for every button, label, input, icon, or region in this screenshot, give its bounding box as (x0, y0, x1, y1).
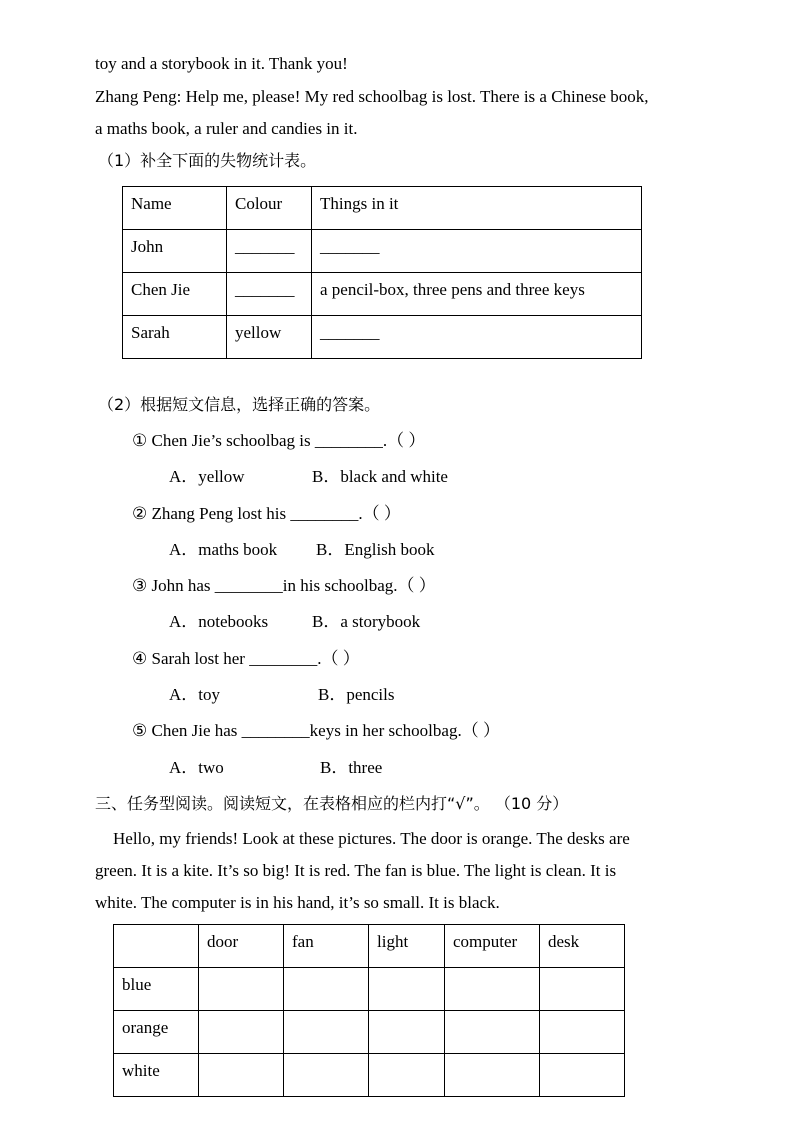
option-1b[interactable]: B．black and white (312, 467, 448, 486)
header-name: Name (123, 187, 227, 230)
part2-heading: （2）根据短文信息，选择正确的答案。 (98, 395, 381, 414)
check-cell[interactable] (284, 1011, 369, 1054)
intro-line-3: a maths book, a ruler and candies in it. (95, 119, 358, 138)
check-cell[interactable] (199, 1054, 284, 1097)
question-3: ③ John has ________in his schoolbag.（ ） (132, 576, 436, 595)
cell-name: Sarah (123, 316, 227, 359)
cell-colour: yellow (227, 316, 312, 359)
question-5: ⑤ Chen Jie has ________keys in her schoolbag.（ ） (132, 721, 500, 740)
cell-colour[interactable]: _______ (227, 273, 312, 316)
header-desk: desk (540, 925, 625, 968)
check-cell[interactable] (540, 1011, 625, 1054)
check-cell[interactable] (540, 968, 625, 1011)
option-4a[interactable]: A．toy (169, 685, 220, 704)
check-cell[interactable] (540, 1054, 625, 1097)
row-label-white: white (114, 1054, 199, 1097)
table-row (123, 230, 642, 273)
cell-name: Chen Jie (123, 273, 227, 316)
option-5b[interactable]: B．three (320, 758, 383, 777)
question-2: ② Zhang Peng lost his ________.（ ） (132, 504, 401, 523)
part1-heading: （1）补全下面的失物统计表。 (98, 151, 317, 170)
passage-line-2: green. It is a kite. It’s so big! It is red. The fan is blue. The light is clean. It is (95, 861, 617, 880)
section3-heading: 三、任务型阅读。阅读短文，在表格相应的栏内打“√”。 （10 分） (95, 794, 569, 813)
check-cell[interactable] (445, 1054, 540, 1097)
header-computer: computer (445, 925, 540, 968)
check-cell[interactable] (199, 968, 284, 1011)
header-empty (114, 925, 199, 968)
check-cell[interactable] (369, 968, 445, 1011)
intro-line-1: toy and a storybook in it. Thank you! (95, 54, 348, 73)
check-cell[interactable] (445, 968, 540, 1011)
option-2b[interactable]: B．English book (316, 540, 435, 559)
option-2a[interactable]: A．maths book (169, 540, 278, 559)
passage-line-3: white. The computer is in his hand, it’s so small. It is black. (95, 893, 500, 912)
cell-things[interactable]: _______ (312, 316, 642, 359)
check-cell[interactable] (369, 1054, 445, 1097)
question-1: ① Chen Jie’s schoolbag is ________.（ ） (132, 431, 426, 450)
table-row (123, 316, 642, 359)
header-things: Things in it (312, 187, 642, 230)
row-label-blue: blue (114, 968, 199, 1011)
cell-name: John (123, 230, 227, 273)
check-cell[interactable] (284, 1054, 369, 1097)
option-5a[interactable]: A．two (169, 758, 224, 777)
table-row (114, 1054, 625, 1097)
table-row (114, 968, 625, 1011)
passage-line-1: Hello, my friends! Look at these pictures. The door is orange. The desks are (113, 829, 630, 848)
check-cell[interactable] (199, 1011, 284, 1054)
header-light: light (369, 925, 445, 968)
option-1a[interactable]: A．yellow (169, 467, 245, 486)
lost-items-table (122, 186, 642, 359)
question-4: ④ Sarah lost her ________.（ ） (132, 649, 360, 668)
cell-things: a pencil-box, three pens and three keys (312, 273, 642, 316)
colour-check-table (113, 924, 625, 1097)
header-fan: fan (284, 925, 369, 968)
table-row (114, 1011, 625, 1054)
cell-things[interactable]: _______ (312, 230, 642, 273)
intro-line-2: Zhang Peng: Help me, please! My red schoolbag is lost. There is a Chinese book, (95, 87, 649, 106)
option-3a[interactable]: A．notebooks (169, 612, 269, 631)
check-cell[interactable] (284, 968, 369, 1011)
header-door: door (199, 925, 284, 968)
option-4b[interactable]: B．pencils (318, 685, 395, 704)
table-row (123, 273, 642, 316)
cell-colour[interactable]: _______ (227, 230, 312, 273)
row-label-orange: orange (114, 1011, 199, 1054)
check-cell[interactable] (369, 1011, 445, 1054)
check-cell[interactable] (445, 1011, 540, 1054)
header-colour: Colour (227, 187, 312, 230)
option-3b[interactable]: B．a storybook (312, 612, 421, 631)
